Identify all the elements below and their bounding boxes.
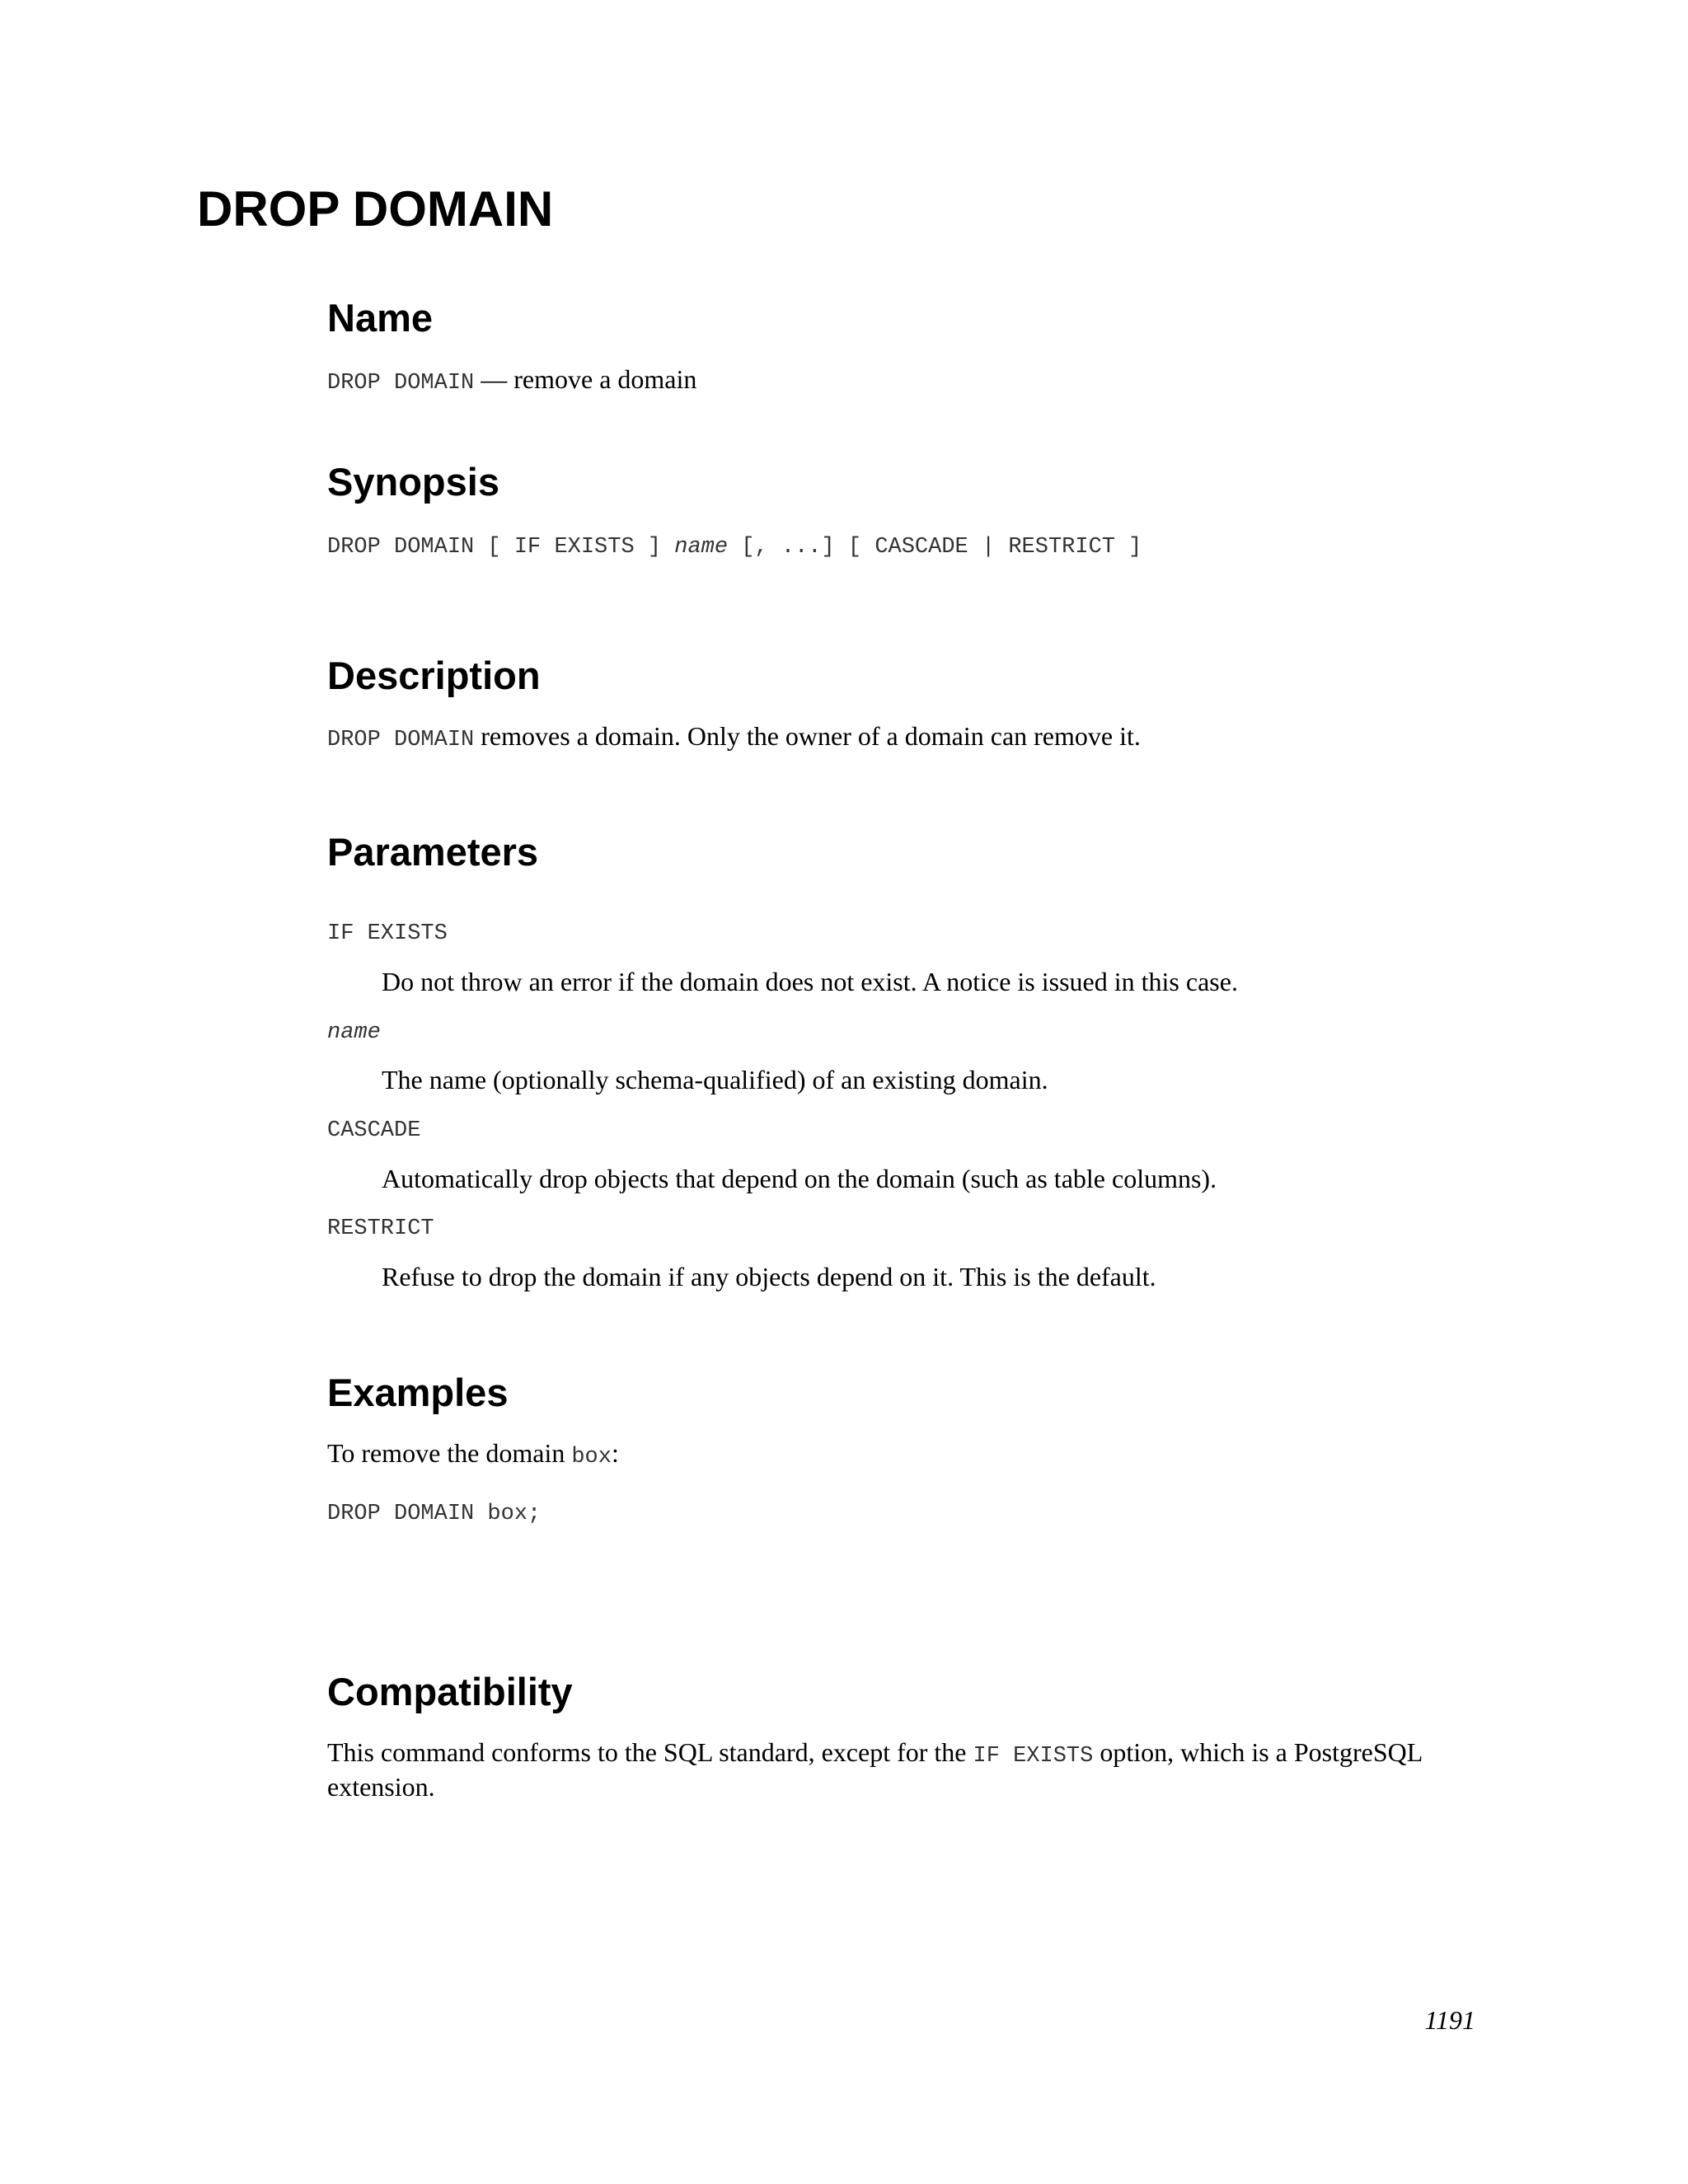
examples-intro-end: : <box>611 1438 619 1468</box>
page-number: 1191 <box>1424 2005 1475 2035</box>
param-desc: The name (optionally schema-qualified) of an existing domain. <box>382 1065 1048 1094</box>
name-line <box>327 363 696 400</box>
compat-text-1: This command conforms to the SQL standard, except for the <box>327 1737 973 1767</box>
param-desc: Do not throw an error if the domain does not exist. A notice is issued in this case. <box>382 967 1238 996</box>
heading-compatibility: Compatibility <box>327 1670 573 1713</box>
description-text <box>327 719 1141 757</box>
page-title: DROP DOMAIN <box>197 181 554 237</box>
param-term: name <box>327 1020 381 1045</box>
heading-name: Name <box>327 296 434 340</box>
synopsis-param: name <box>674 535 729 560</box>
examples-intro-text: To remove the domain <box>327 1438 572 1468</box>
param-term: CASCADE <box>327 1118 421 1143</box>
heading-examples: Examples <box>327 1371 509 1414</box>
example-code: DROP DOMAIN box; <box>327 1502 542 1526</box>
name-summary: — remove a domain <box>474 364 697 394</box>
heading-parameters: Parameters <box>327 830 539 874</box>
synopsis-code <box>327 532 1142 562</box>
heading-description: Description <box>327 654 541 697</box>
compatibility-text <box>327 1736 1423 1773</box>
examples-intro-code: box <box>571 1445 612 1469</box>
description-command: DROP DOMAIN <box>327 728 475 752</box>
heading-synopsis: Synopsis <box>327 460 499 504</box>
param-term: IF EXISTS <box>327 921 448 946</box>
description-body: removes a domain. Only the owner of a domain can remove it. <box>474 721 1141 751</box>
param-desc: Automatically drop objects that depend on the domain (such as table columns). <box>382 1164 1217 1193</box>
synopsis-prefix: DROP DOMAIN [ IF EXISTS ] <box>327 535 675 560</box>
synopsis-suffix: [, ...] [ CASCADE | RESTRICT ] <box>728 535 1142 560</box>
compat-text-2: option, which is a PostgreSQL <box>1093 1737 1423 1767</box>
examples-intro <box>327 1436 619 1474</box>
compat-code: IF EXISTS <box>973 1744 1094 1769</box>
param-term: RESTRICT <box>327 1216 434 1241</box>
compatibility-text-line2: extension. <box>327 1772 435 1802</box>
name-command: DROP DOMAIN <box>327 371 475 396</box>
param-desc: Refuse to drop the domain if any objects depend on it. This is the default. <box>382 1262 1156 1291</box>
